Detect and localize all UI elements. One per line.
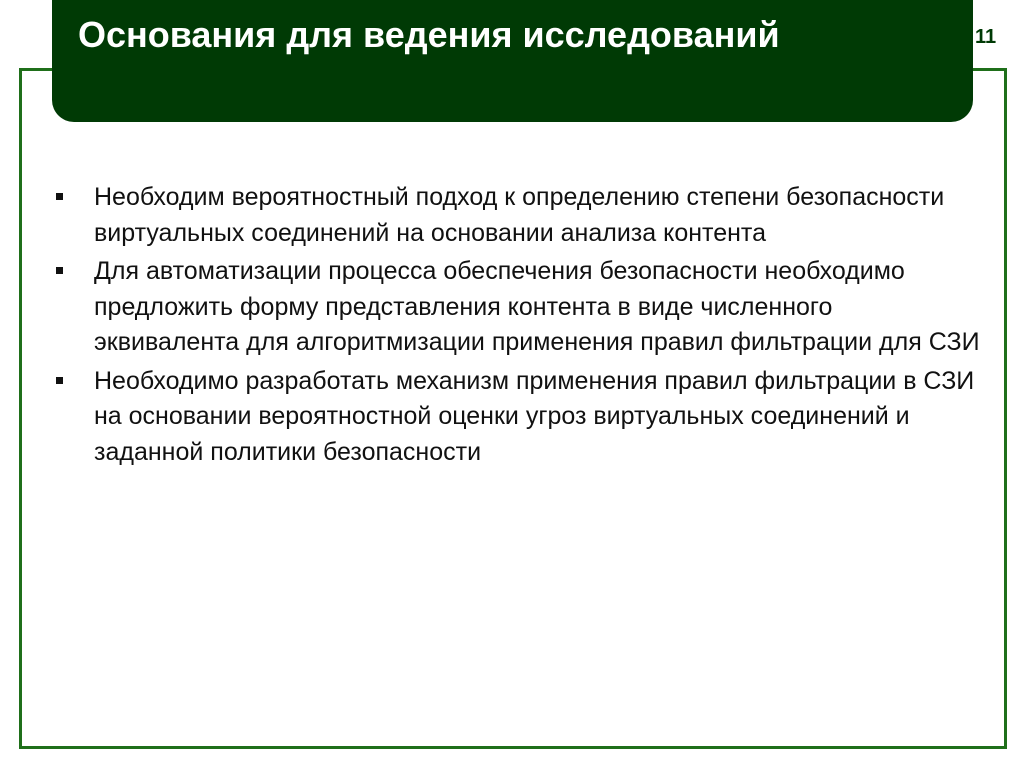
square-bullet-icon xyxy=(56,193,63,200)
square-bullet-icon xyxy=(56,267,63,274)
square-bullet-icon xyxy=(56,377,63,384)
bullet-item-1 xyxy=(52,180,982,251)
bullet-item-3 xyxy=(52,364,982,471)
slide-title: Основания для ведения исследований xyxy=(78,14,780,55)
bullet-list xyxy=(52,180,982,473)
bullet-text-2: Для автоматизации процесса обеспечения безопасности необходимо предложить форму представления контента в виде численного эквивалента для алгоритмизации применения правил фильтрации для СЗИ xyxy=(94,257,980,356)
bullet-text-3: Необходимо разработать механизм применения правил фильтрации в СЗИ на основании вероятностной оценки угроз виртуальных соединений и заданной политики безопасности xyxy=(94,366,975,466)
bullet-text-1: Необходим вероятностный подход к определению степени безопасности виртуальных соединений на основании анализа контента xyxy=(94,183,945,247)
page-number: 11 xyxy=(975,26,997,48)
bullet-item-2 xyxy=(52,254,982,361)
